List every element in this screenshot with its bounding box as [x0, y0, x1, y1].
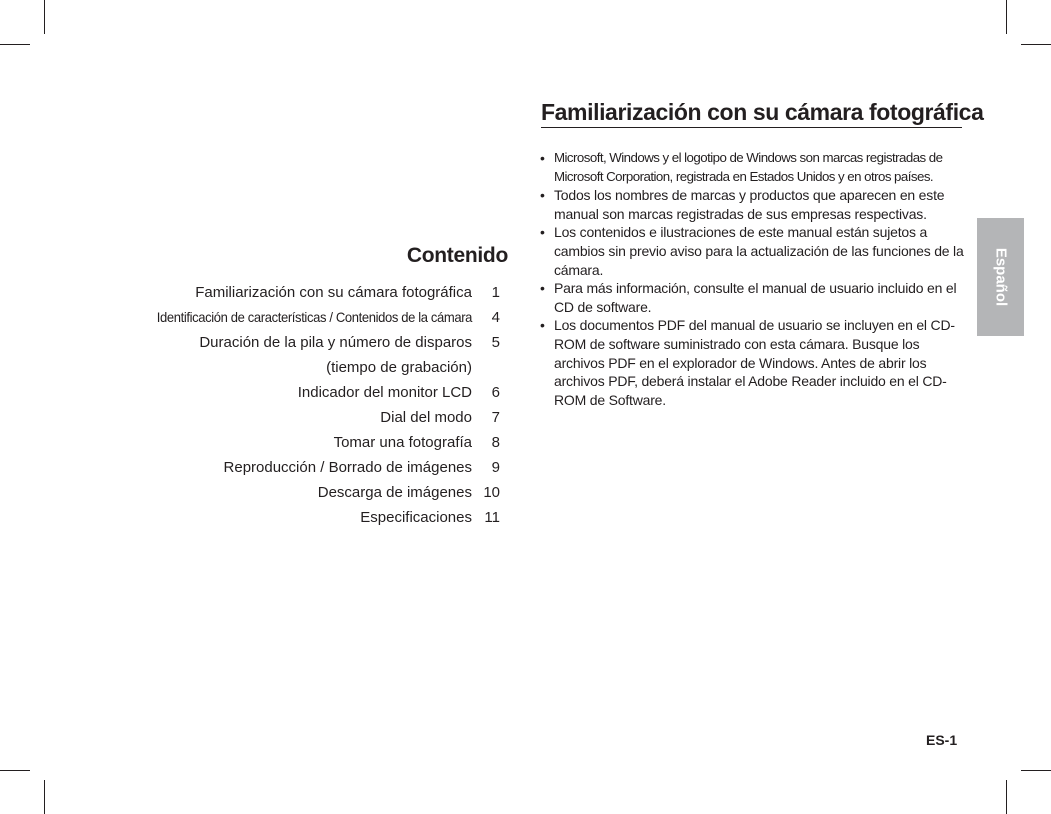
toc-entry[interactable]: [0, 333, 510, 358]
toc-entry[interactable]: [0, 308, 510, 333]
section-title: Familiarización con su cámara fotográfica: [541, 98, 962, 128]
toc-entry-page: 10: [483, 484, 500, 501]
toc-entry-page: 7: [491, 409, 500, 426]
note-item: • Para más información, consulte el manual de usuario incluido en el CD de software.: [540, 279, 965, 316]
toc-entry-label: Descarga de imágenes: [317, 484, 472, 501]
toc-entry-label: Tomar una fotografía: [333, 434, 472, 451]
toc-entry-page: 11: [484, 509, 500, 526]
toc-entry[interactable]: [0, 383, 510, 408]
toc-entry-page: 6: [491, 384, 500, 401]
toc-entry-label: Dial del modo: [380, 409, 472, 426]
toc-entry[interactable]: [0, 433, 510, 458]
toc-entry[interactable]: [0, 408, 510, 433]
toc-entry[interactable]: [0, 458, 510, 483]
toc-entry-label: (tiempo de grabación): [326, 359, 472, 376]
toc-entry-label: Reproducción / Borrado de imágenes: [223, 459, 472, 476]
crop-mark: [0, 770, 30, 771]
toc-entry-label: Indicador del monitor LCD: [297, 384, 472, 401]
toc-entry-label: Duración de la pila y número de disparos: [199, 334, 472, 351]
crop-mark: [1006, 0, 1007, 34]
note-item: • Todos los nombres de marcas y productos que aparecen en este manual son marcas registradas de sus empresas respectivas.: [540, 186, 965, 223]
toc-entry-page: 4: [491, 309, 500, 326]
language-tab: [977, 218, 1024, 336]
toc-entry-label: Familiarización con su cámara fotográfica: [195, 284, 472, 301]
note-item: • Microsoft, Windows y el logotipo de Windows son marcas registradas de Microsoft Corporation, registrada en Estados Unidos y en otros países.: [540, 149, 965, 186]
crop-mark: [0, 44, 30, 45]
page-number: ES-1: [926, 732, 958, 748]
toc-entry-page: 9: [491, 459, 500, 476]
toc-entry-page: 8: [491, 434, 500, 451]
note-item: • Los contenidos e ilustraciones de este manual están sujetos a cambios sin previo aviso para la actualización de las funciones de la cámara.: [540, 223, 965, 279]
crop-mark: [44, 0, 45, 34]
note-item: • Los documentos PDF del manual de usuario se incluyen en el CD-ROM de software suministrado con esta cámara. Busque los archivos PDF en el explorador de Windows. Antes de abrir los archivos PDF, deberá instalar el Adobe Reader incluido en el CD-ROM de Software.: [540, 316, 965, 409]
toc-title: Contenido: [406, 244, 508, 267]
crop-mark: [1021, 44, 1051, 45]
toc-entry-page: 5: [491, 334, 500, 351]
notes-list: [540, 149, 965, 409]
toc-entry-label: Identificación de características / Contenidos de la cámara: [156, 309, 472, 325]
crop-mark: [44, 780, 45, 814]
toc-entry[interactable]: [0, 508, 510, 533]
toc-entry-label: Especificaciones: [360, 509, 472, 526]
toc-entry: [0, 358, 510, 383]
crop-mark: [1006, 780, 1007, 814]
toc-entry-page: 1: [491, 284, 500, 301]
toc-entry[interactable]: [0, 483, 510, 508]
toc-list: [0, 283, 510, 533]
language-tab-label: Español: [992, 247, 1009, 307]
toc-entry[interactable]: [0, 283, 510, 308]
crop-mark: [1021, 770, 1051, 771]
